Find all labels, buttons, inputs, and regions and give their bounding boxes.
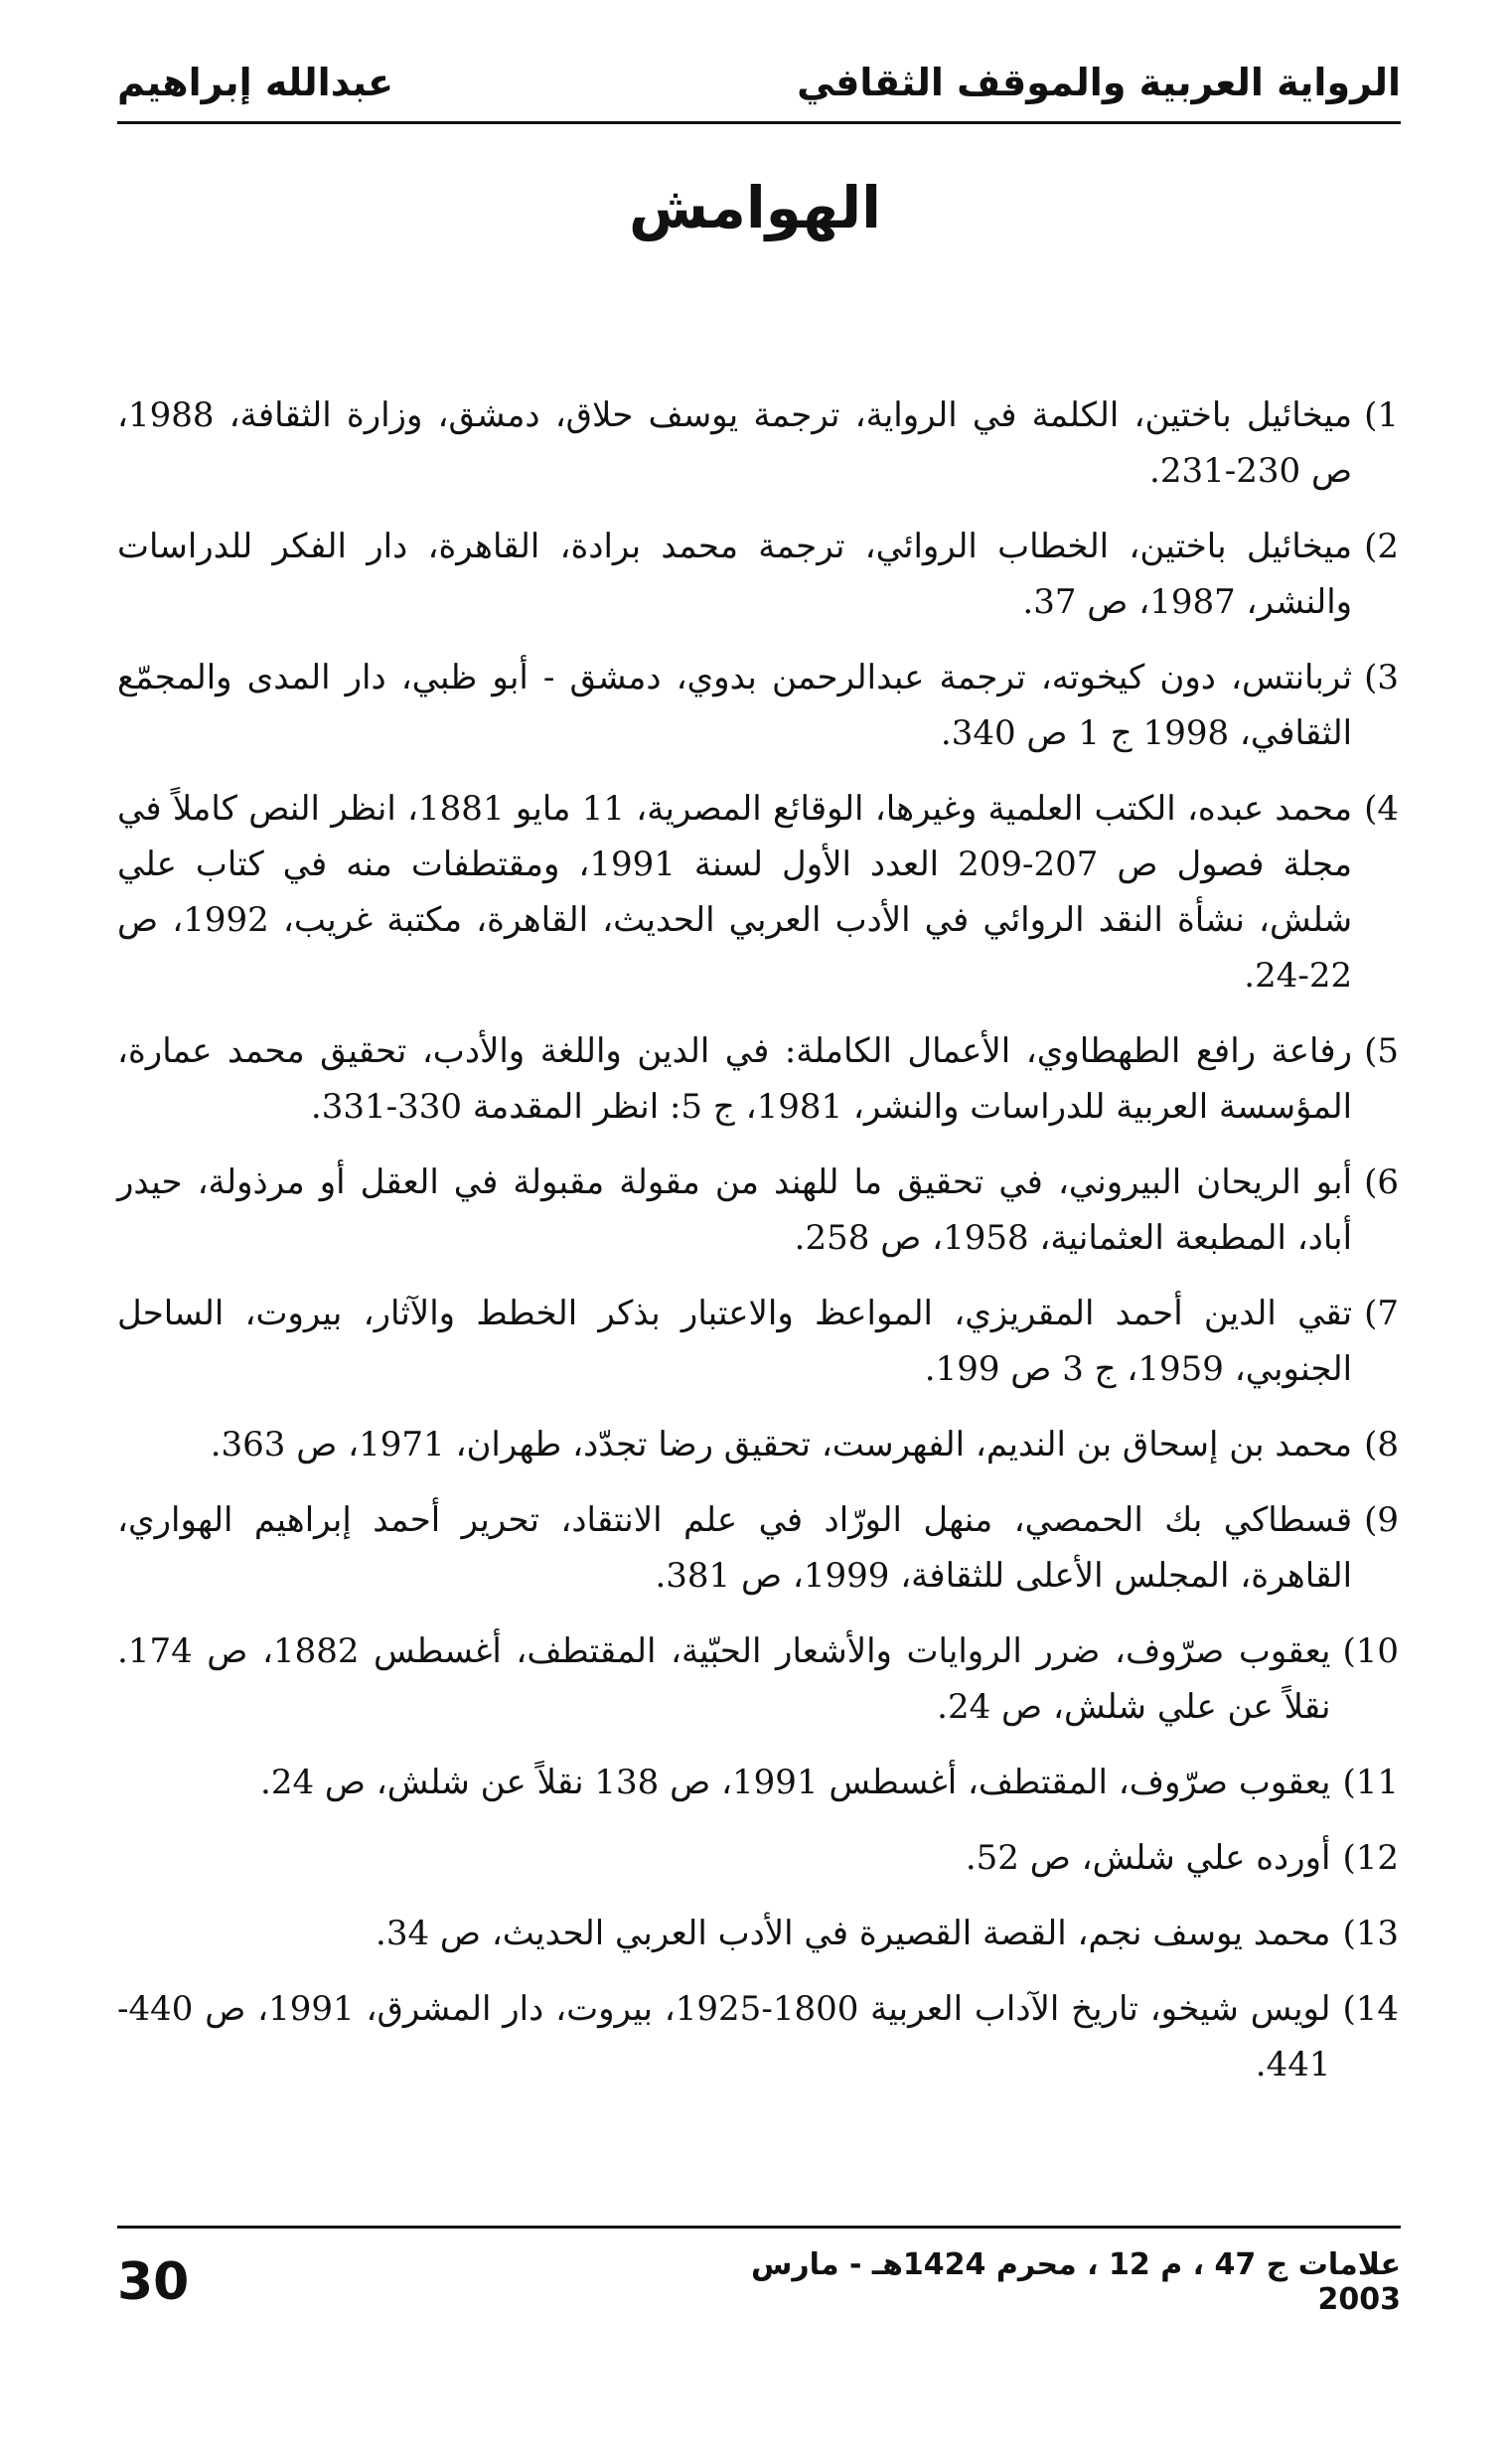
footnote-text: يعقوب صرّوف، ضرر الروايات والأشعار الحبّية، المقتطف، أغسطس 1882، ص 174. نقلاً عن علي شلش، ص 24. [117, 1631, 1331, 1727]
footnote-text: تقي الدين أحمد المقريزي، المواعظ والاعتبار بذكر الخطط والآثار، بيروت، الساحل الجنوبي، 1959، ج 3 ص 199. [117, 1294, 1353, 1389]
footnote [117, 1492, 1399, 1604]
footnote [117, 1286, 1399, 1397]
journal-info: علامات ج 47 ، م 12 ، محرم 1424هـ - مارس 2003 [751, 2247, 1401, 2317]
footnote-number: 7) [1364, 1294, 1399, 1333]
footnote-text: ثربانتس، دون كيخوته، ترجمة عبدالرحمن بدوي، دمشق - أبو ظبي، دار المدى والمجمّع الثقافي، 1998 ج 1 ص 340. [117, 658, 1353, 753]
footnote-number: 5) [1364, 1031, 1399, 1071]
author-name: عبدالله إبراهيم [117, 61, 394, 104]
footnote [117, 1023, 1399, 1135]
footnote [117, 781, 1399, 1003]
footnote-number: 10) [1342, 1631, 1399, 1671]
footnote-text: يعقوب صرّوف، المقتطف، أغسطس 1991، ص 138 نقلاً عن شلش، ص 24. [260, 1763, 1331, 1802]
footnote-number: 14) [1342, 1989, 1399, 2029]
footnote-text: أورده علي شلش، ص 52. [965, 1838, 1331, 1878]
footnote [117, 1417, 1399, 1472]
footnote-text: قسطاكي بك الحمصي، منهل الورّاد في علم الانتقاد، تحرير أحمد إبراهيم الهواري، القاهرة، المجلس الأعلى للثقافة، 1999، ص 381. [117, 1500, 1353, 1596]
footnote-text: رفاعة رافع الطهطاوي، الأعمال الكاملة: في الدين واللغة والأدب، تحقيق محمد عمارة، المؤسسة العربية للدراسات والنشر، 1981، ج 5: انظر المقدمة 330-331. [117, 1031, 1353, 1127]
footnote-number: 9) [1364, 1500, 1399, 1540]
footnote-text: ميخائيل باختين، الخطاب الروائي، ترجمة محمد برادة، القاهرة، دار الفكر للدراسات والنشر، 1987، ص 37. [117, 527, 1353, 622]
footnote-text: محمد عبده، الكتب العلمية وغيرها، الوقائع المصرية، 11 مايو 1881، انظر النص كاملاً في مجلة فصول ص 207-209 العدد الأول لسنة 1991، ومقتطفات منه في كتاب علي شلش، نشأة النقد الروائي في الأدب العربي الحديث، القاهرة، مكتبة غريب، 1992، ص 22-24. [117, 789, 1353, 996]
footnote-text: محمد بن إسحاق بن النديم، الفهرست، تحقيق رضا تجدّد، طهران، 1971، ص 363. [210, 1425, 1353, 1464]
header-divider [117, 121, 1401, 124]
footnote [117, 387, 1399, 499]
footnotes-list [117, 387, 1399, 2112]
footnote-number: 4) [1364, 789, 1399, 829]
footnote [117, 1981, 1399, 2092]
footnote [117, 519, 1399, 630]
footnote-number: 3) [1364, 658, 1399, 697]
footnote-number: 2) [1364, 527, 1399, 566]
book-title: الرواية العربية والموقف الثقافي [797, 61, 1401, 104]
footer-divider [117, 2226, 1401, 2229]
footnote-number: 6) [1364, 1162, 1399, 1202]
running-header [117, 48, 1401, 117]
footnote-number: 13) [1342, 1914, 1399, 1953]
section-title: الهوامش [628, 174, 882, 241]
footnote-number: 1) [1364, 395, 1399, 435]
footnote [117, 1623, 1399, 1735]
footnote-text: لويس شيخو، تاريخ الآداب العربية 1800-1925، بيروت، دار المشرق، 1991، ص 440-441. [117, 1989, 1331, 2084]
footnote [117, 650, 1399, 761]
footnote [117, 1906, 1399, 1961]
footnote [117, 1155, 1399, 1266]
footnote-text: ميخائيل باختين، الكلمة في الرواية، ترجمة يوسف حلاق، دمشق، وزارة الثقافة، 1988، ص 230-231. [117, 395, 1353, 491]
page-number: 30 [117, 2252, 190, 2312]
footnote-number: 12) [1342, 1838, 1399, 1878]
page-footer [117, 2247, 1401, 2317]
footnote-text: محمد يوسف نجم، القصة القصيرة في الأدب العربي الحديث، ص 34. [376, 1914, 1331, 1953]
footnote-number: 8) [1364, 1425, 1399, 1464]
footnote [117, 1830, 1399, 1886]
footnote-text: أبو الريحان البيروني، في تحقيق ما للهند من مقولة مقبولة في العقل أو مرذولة، حيدر أباد، المطبعة العثمانية، 1958، ص 258. [117, 1162, 1353, 1258]
footnote [117, 1755, 1399, 1810]
footnote-number: 11) [1342, 1763, 1399, 1802]
